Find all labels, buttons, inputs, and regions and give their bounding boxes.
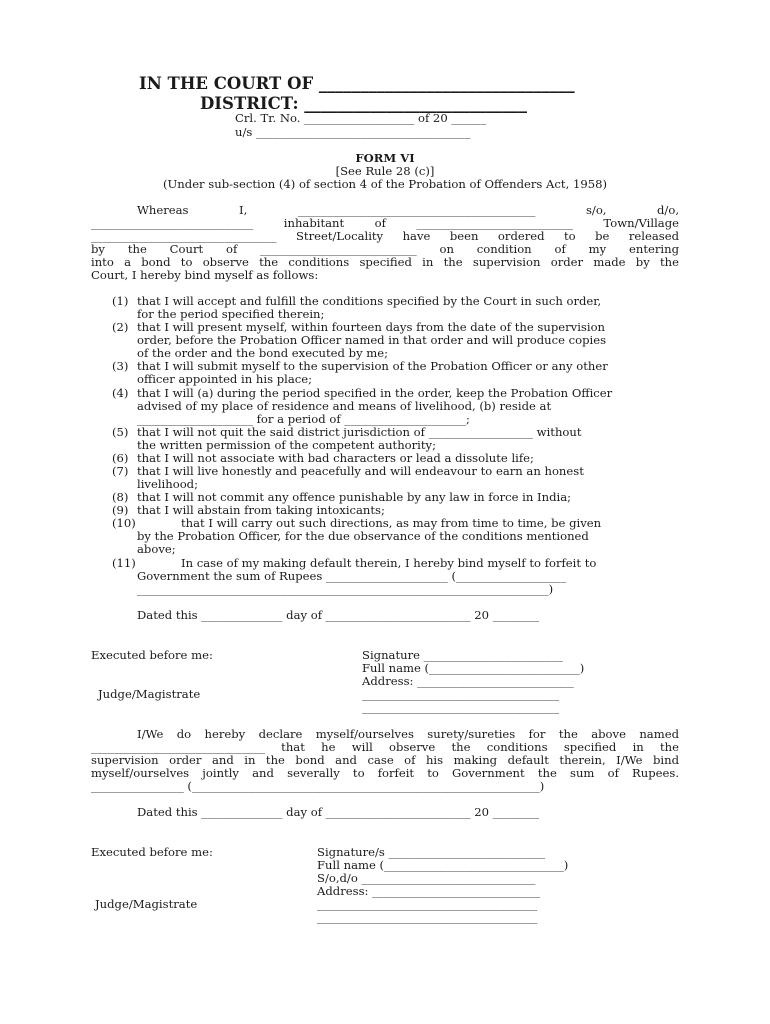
- intro-line: by the Court of ___________________________ on condition of my entering: [91, 242, 679, 256]
- condition-text: that I will submit myself to the supervision of the Probation Officer or any other: [137, 359, 608, 373]
- signature-field: Signature/s ___________________________: [317, 845, 546, 859]
- form-title: FORM VI: [355, 151, 415, 165]
- case-number-line: Crl. Tr. No. ___________________ of 20 ______: [235, 111, 487, 125]
- dated-line: Dated this ______________ day of _________________________ 20 ________: [137, 608, 540, 622]
- condition-text: that I will not commit any offence punishable by any law in force in India;: [137, 490, 572, 504]
- surety-line: myself/ourselves jointly and severally to forfeit to Government the sum of Rupees.: [91, 766, 679, 780]
- signature-field: Signature ________________________: [362, 648, 563, 662]
- judge-magistrate-label: Judge/Magistrate: [98, 687, 201, 701]
- surety-line: I/We do hereby declare myself/ourselves surety/sureties for the above named: [137, 727, 679, 741]
- condition-number: (6): [112, 451, 129, 465]
- condition-text: ____________________ for a period of _____________________;: [137, 412, 470, 426]
- condition-text: that I will accept and fulfill the conditions specified by the Court in such order,: [137, 294, 602, 308]
- surety-line: ______________________________ that he will observe the conditions specified in the: [91, 740, 679, 754]
- relation-field: S/o,d/o ______________________________: [317, 871, 536, 885]
- intro-line: Whereas I, _________________________________________ s/o, d/o,: [137, 203, 679, 217]
- surety-line: ________________ (____________________________________________________________): [91, 779, 545, 793]
- surety-line: supervision order and in the bond and case of his making default therein, I/We bind: [91, 753, 679, 767]
- full-name-field: Full name (__________________________): [362, 661, 585, 675]
- full-name-field: Full name (_______________________________): [317, 858, 569, 872]
- executed-before-label: Executed before me:: [91, 845, 213, 859]
- condition-text: _______________________________________________________________________): [137, 582, 554, 596]
- condition-text: that I will (a) during the period specified in the order, keep the Probation Officer: [137, 386, 613, 400]
- executed-before-label: Executed before me:: [91, 648, 213, 662]
- condition-text: that I will not associate with bad characters or lead a dissolute life;: [137, 451, 534, 465]
- condition-number: (2): [112, 320, 129, 334]
- address-field-line: __________________________________: [362, 687, 560, 701]
- intro-line: ________________________________ Street/Locality have been ordered to be released: [91, 229, 679, 243]
- judge-magistrate-label: Judge/Magistrate: [95, 897, 198, 911]
- condition-text: above;: [137, 542, 176, 556]
- address-field: Address: ___________________________: [362, 674, 574, 688]
- condition-number: (9): [112, 503, 129, 517]
- address-field-line: __________________________________: [362, 700, 560, 714]
- section-line: u/s _____________________________________: [235, 125, 471, 139]
- condition-text: by the Probation Officer, for the due observance of the conditions mentioned: [137, 529, 589, 543]
- condition-number: (7): [112, 464, 129, 478]
- condition-text: In case of my making default therein, I hereby bind myself to forfeit to: [181, 556, 597, 570]
- condition-number: (8): [112, 490, 129, 504]
- condition-number: (11): [112, 556, 136, 570]
- rule-reference: [See Rule 28 (c)]: [335, 164, 435, 178]
- condition-text: the written permission of the competent authority;: [137, 438, 437, 452]
- condition-number: (10): [112, 516, 136, 530]
- condition-text: Government the sum of Rupees _____________________ (___________________: [137, 569, 567, 583]
- form-subtitle: (Under sub-section (4) of section 4 of the Probation of Offenders Act, 1958): [163, 177, 607, 191]
- condition-text: that I will present myself, within fourteen days from the date of the supervision: [137, 320, 606, 334]
- condition-number: (3): [112, 359, 129, 373]
- address-field-line: ______________________________________: [317, 897, 538, 911]
- condition-text: advised of my place of residence and means of livelihood, (b) reside at: [137, 399, 552, 413]
- condition-number: (5): [112, 425, 129, 439]
- condition-number: (1): [112, 294, 129, 308]
- condition-text: livelihood;: [137, 477, 198, 491]
- condition-text: that I will abstain from taking intoxicants;: [137, 503, 385, 517]
- court-heading: IN THE COURT OF _______________________________: [139, 74, 575, 93]
- condition-text: for the period specified therein;: [137, 307, 325, 321]
- condition-text: that I will carry out such directions, as may from time to time, be given: [181, 516, 602, 530]
- address-field: Address: _____________________________: [317, 884, 541, 898]
- intro-line: into a bond to observe the conditions specified in the supervision order made by the: [91, 255, 679, 269]
- condition-text: that I will live honestly and peacefully and will endeavour to earn an honest: [137, 464, 584, 478]
- condition-text: officer appointed in his place;: [137, 372, 313, 386]
- condition-number: (4): [112, 386, 129, 400]
- district-heading: DISTRICT: ___________________________: [200, 94, 528, 113]
- intro-line: ____________________________ inhabitant of ___________________________ Town/Village: [91, 216, 679, 230]
- intro-line: Court, I hereby bind myself as follows:: [91, 268, 319, 282]
- condition-text: order, before the Probation Officer named in that order and will produce copies: [137, 333, 607, 347]
- dated-line: Dated this ______________ day of _________________________ 20 ________: [137, 805, 540, 819]
- address-field-line: ______________________________________: [317, 910, 538, 924]
- condition-text: of the order and the bond executed by me;: [137, 346, 389, 360]
- condition-text: that I will not quit the said district jurisdiction of __________________ without: [137, 425, 582, 439]
